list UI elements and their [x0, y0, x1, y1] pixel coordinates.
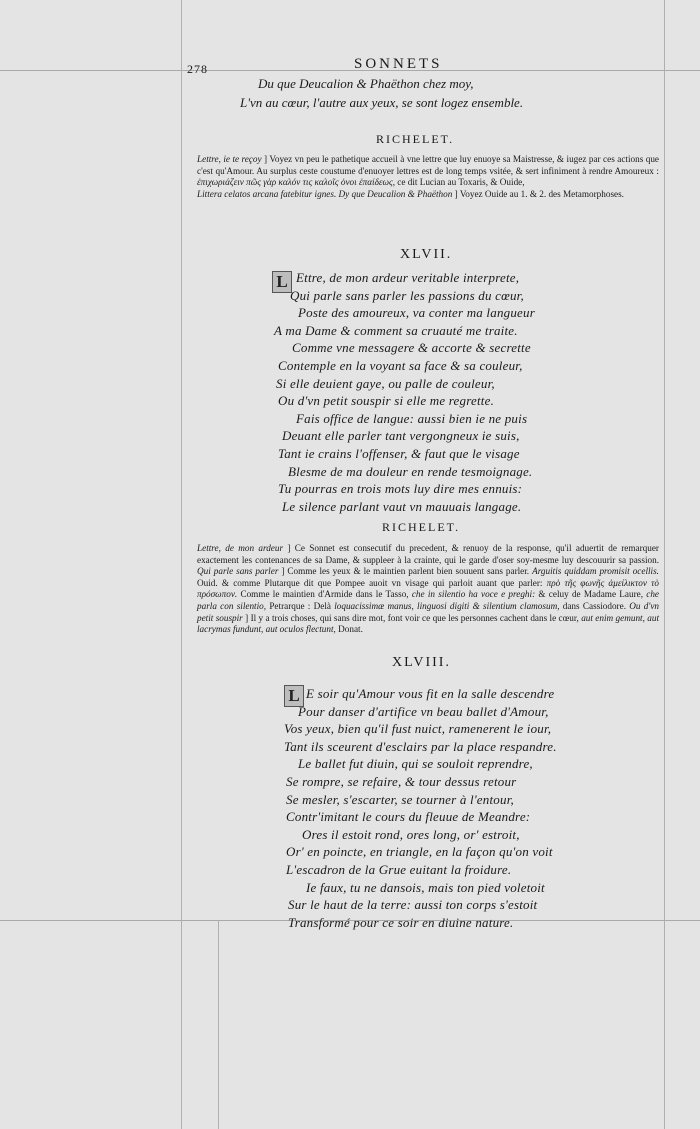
verse-line: Le ballet fut diuin, qui se souloit reprendre,: [298, 756, 533, 772]
roman-run: Ouid. & comme Plutarque dit que Pompee auoit vn visage qui parloit auant que parler:: [197, 577, 547, 588]
commentary-paragraph: [197, 154, 659, 189]
frame-line-right: [664, 0, 665, 1129]
italic-run: Lettre, ie te reçoy: [197, 154, 262, 164]
italic-run: loquacissimæ manus, linguosi digiti & silentium clamosum,: [334, 600, 560, 611]
verse-line: Ettre, de mon ardeur veritable interprete,: [296, 270, 520, 285]
roman-run: & celuy de Madame Laure,: [535, 589, 647, 600]
verse-line: E soir qu'Amour vous fit en la salle descendre: [306, 686, 555, 701]
roman-run: Petrarque : Delà: [266, 600, 335, 611]
roman-run: ] Ce Sonnet est consecutif du precedent, & renuoy de la response, qu'il aduertit de remarquer exactement les contenances de sa Dame, & suppleer à la crainte, qui le garde d'oser soy-mesme luy descouurir sa passion.: [197, 543, 659, 565]
verse-line: L'vn au cœur, l'autre aux yeux, se sont logez ensemble.: [240, 95, 524, 110]
italic-run: Dy que Deucalion & Phaëthon: [338, 188, 453, 199]
italic-run: ἐπιχωριάζειν πῶς γὰρ καλόν τις καλοῖς ὁνοι ἐπαίδεως: [197, 177, 393, 188]
commentary-heading: RICHELET.: [382, 520, 461, 534]
commentary-paragraph: [197, 189, 659, 201]
verse-line: Vos yeux, bien qu'il fust nuict, ramenerent le iour,: [284, 721, 552, 737]
italic-run: Littera celatos arcana fatebitur ignes.: [197, 188, 337, 199]
roman-run: , ce dit Lucian au Toxaris, & Ouide,: [392, 177, 525, 188]
verse-line: Qui parle sans parler les passions du cœur,: [290, 287, 524, 303]
verse-line: Contemple en la voyant sa face & sa couleur,: [278, 358, 523, 373]
verse-line: Sur le haut de la terre: aussi ton corps s'estoit: [288, 897, 538, 913]
roman-run: ] Comme les yeux & le maintien parlent bien souuent sans parler.: [278, 566, 533, 577]
commentary-paragraph: [197, 543, 659, 636]
verse-line: Transformé pour ce soir en diuine nature.: [288, 914, 514, 930]
sonnet-numeral: XLVIII.: [392, 655, 451, 670]
verse-line: Or' en poincte, en triangle, en la façon qu'on voit: [286, 844, 553, 860]
commentary-text: [197, 154, 659, 200]
verse-line: L'escadron de la Grue euitant la froidure.: [286, 862, 512, 877]
commentary-heading: RICHELET.: [376, 132, 455, 146]
drop-cap: L: [284, 685, 304, 707]
italic-run: che parla con silentio,: [197, 589, 660, 611]
verse-line: Ores il estoit rond, ores long, or' estroit,: [302, 826, 520, 842]
verse-line: Ie faux, tu ne dansois, mais ton pied voletoit: [306, 879, 545, 895]
italic-run: Ou d'vn petit souspir: [197, 600, 659, 623]
verse-line: Tant ie crains l'offenser, & faut que le visage: [278, 446, 520, 461]
verse-line: Blesme de ma douleur en rende tesmoignage.: [288, 463, 533, 479]
italic-run: che in silentio ha voce e preghi:: [411, 589, 536, 600]
verse-line: Comme vne messagere & accorte & secrette: [292, 340, 531, 356]
roman-run: ] Il y a trois choses, qui sans dire mot, font voir ce que les personnes cachent dans le cœur,: [242, 612, 582, 623]
verse-line: Tant ils sceurent d'esclairs par la place respandre.: [284, 738, 557, 754]
roman-run: ] Voyez vn peu le pathetique accueil à vne lettre que luy enuoye sa Maistresse, & iugez par ces actions que c'est qu'Amour. Au surplus ceste coustume d'enuoyer lettres est de long temps vsitée, & sert infiniment à rendre Amoureux :: [197, 154, 659, 176]
verse-line: Ou d'vn petit souspir si elle me regrette.: [278, 393, 495, 409]
verse-line: Si elle deuient gaye, ou palle de couleur,: [276, 375, 495, 391]
verse-line: Le silence parlant vaut vn mauuais langage.: [282, 498, 522, 514]
commentary-text: [197, 543, 659, 636]
verse-line: Fais office de langue: aussi bien ie ne puis: [296, 410, 528, 426]
verse-line: Se mesler, s'escarter, se tourner à l'entour,: [286, 791, 514, 807]
verse-line: A ma Dame & comment sa cruauté me traite.: [274, 322, 518, 338]
frame-line-left: [181, 0, 182, 1129]
verse-line: Poste des amoureux, va conter ma langueur: [298, 305, 535, 321]
roman-run: Comme le maintien d'Armide dans le Tasso,: [237, 589, 412, 600]
sonnet-numeral: XLVII.: [400, 247, 453, 262]
italic-run: aut enim gemunt, aut lacrymas fundunt, aut oculos flectunt,: [197, 612, 659, 635]
italic-run: Qui parle sans parler: [197, 566, 279, 577]
verse-line: Du que Deucalion & Phaëthon chez moy,: [258, 76, 474, 91]
roman-run: ] Voyez Ouide au 1. & 2. des Metamorphoses.: [452, 188, 624, 199]
roman-run: Donat.: [335, 624, 363, 635]
verse-line: Deuant elle parler tant vergongneux ie suis,: [282, 428, 520, 444]
italic-run: Arguitis quiddam promisit ocellis.: [532, 566, 659, 577]
verse-line: Tu pourras en trois mots luy dire mes ennuis:: [278, 481, 523, 497]
running-head: SONNETS: [354, 56, 443, 72]
verse-line: Se rompre, se refaire, & tour dessus retour: [286, 774, 517, 789]
roman-run: dans Cassiodore.: [559, 600, 630, 611]
drop-cap: L: [272, 271, 292, 293]
frame-line-top: [0, 70, 700, 71]
verse-line: Contr'imitant le cours du fleuue de Meandre:: [286, 809, 531, 825]
page-number: 278: [187, 62, 208, 76]
italic-run: πρὸ τῆς φωνῆς ἀμείλικτον τὸ πρόσωπον.: [197, 577, 659, 600]
verse-line: Pour danser d'artifice vn beau ballet d'Amour,: [298, 703, 549, 719]
frame-line-lower: [218, 920, 219, 1129]
italic-run: Lettre, de mon ardeur: [197, 543, 284, 553]
